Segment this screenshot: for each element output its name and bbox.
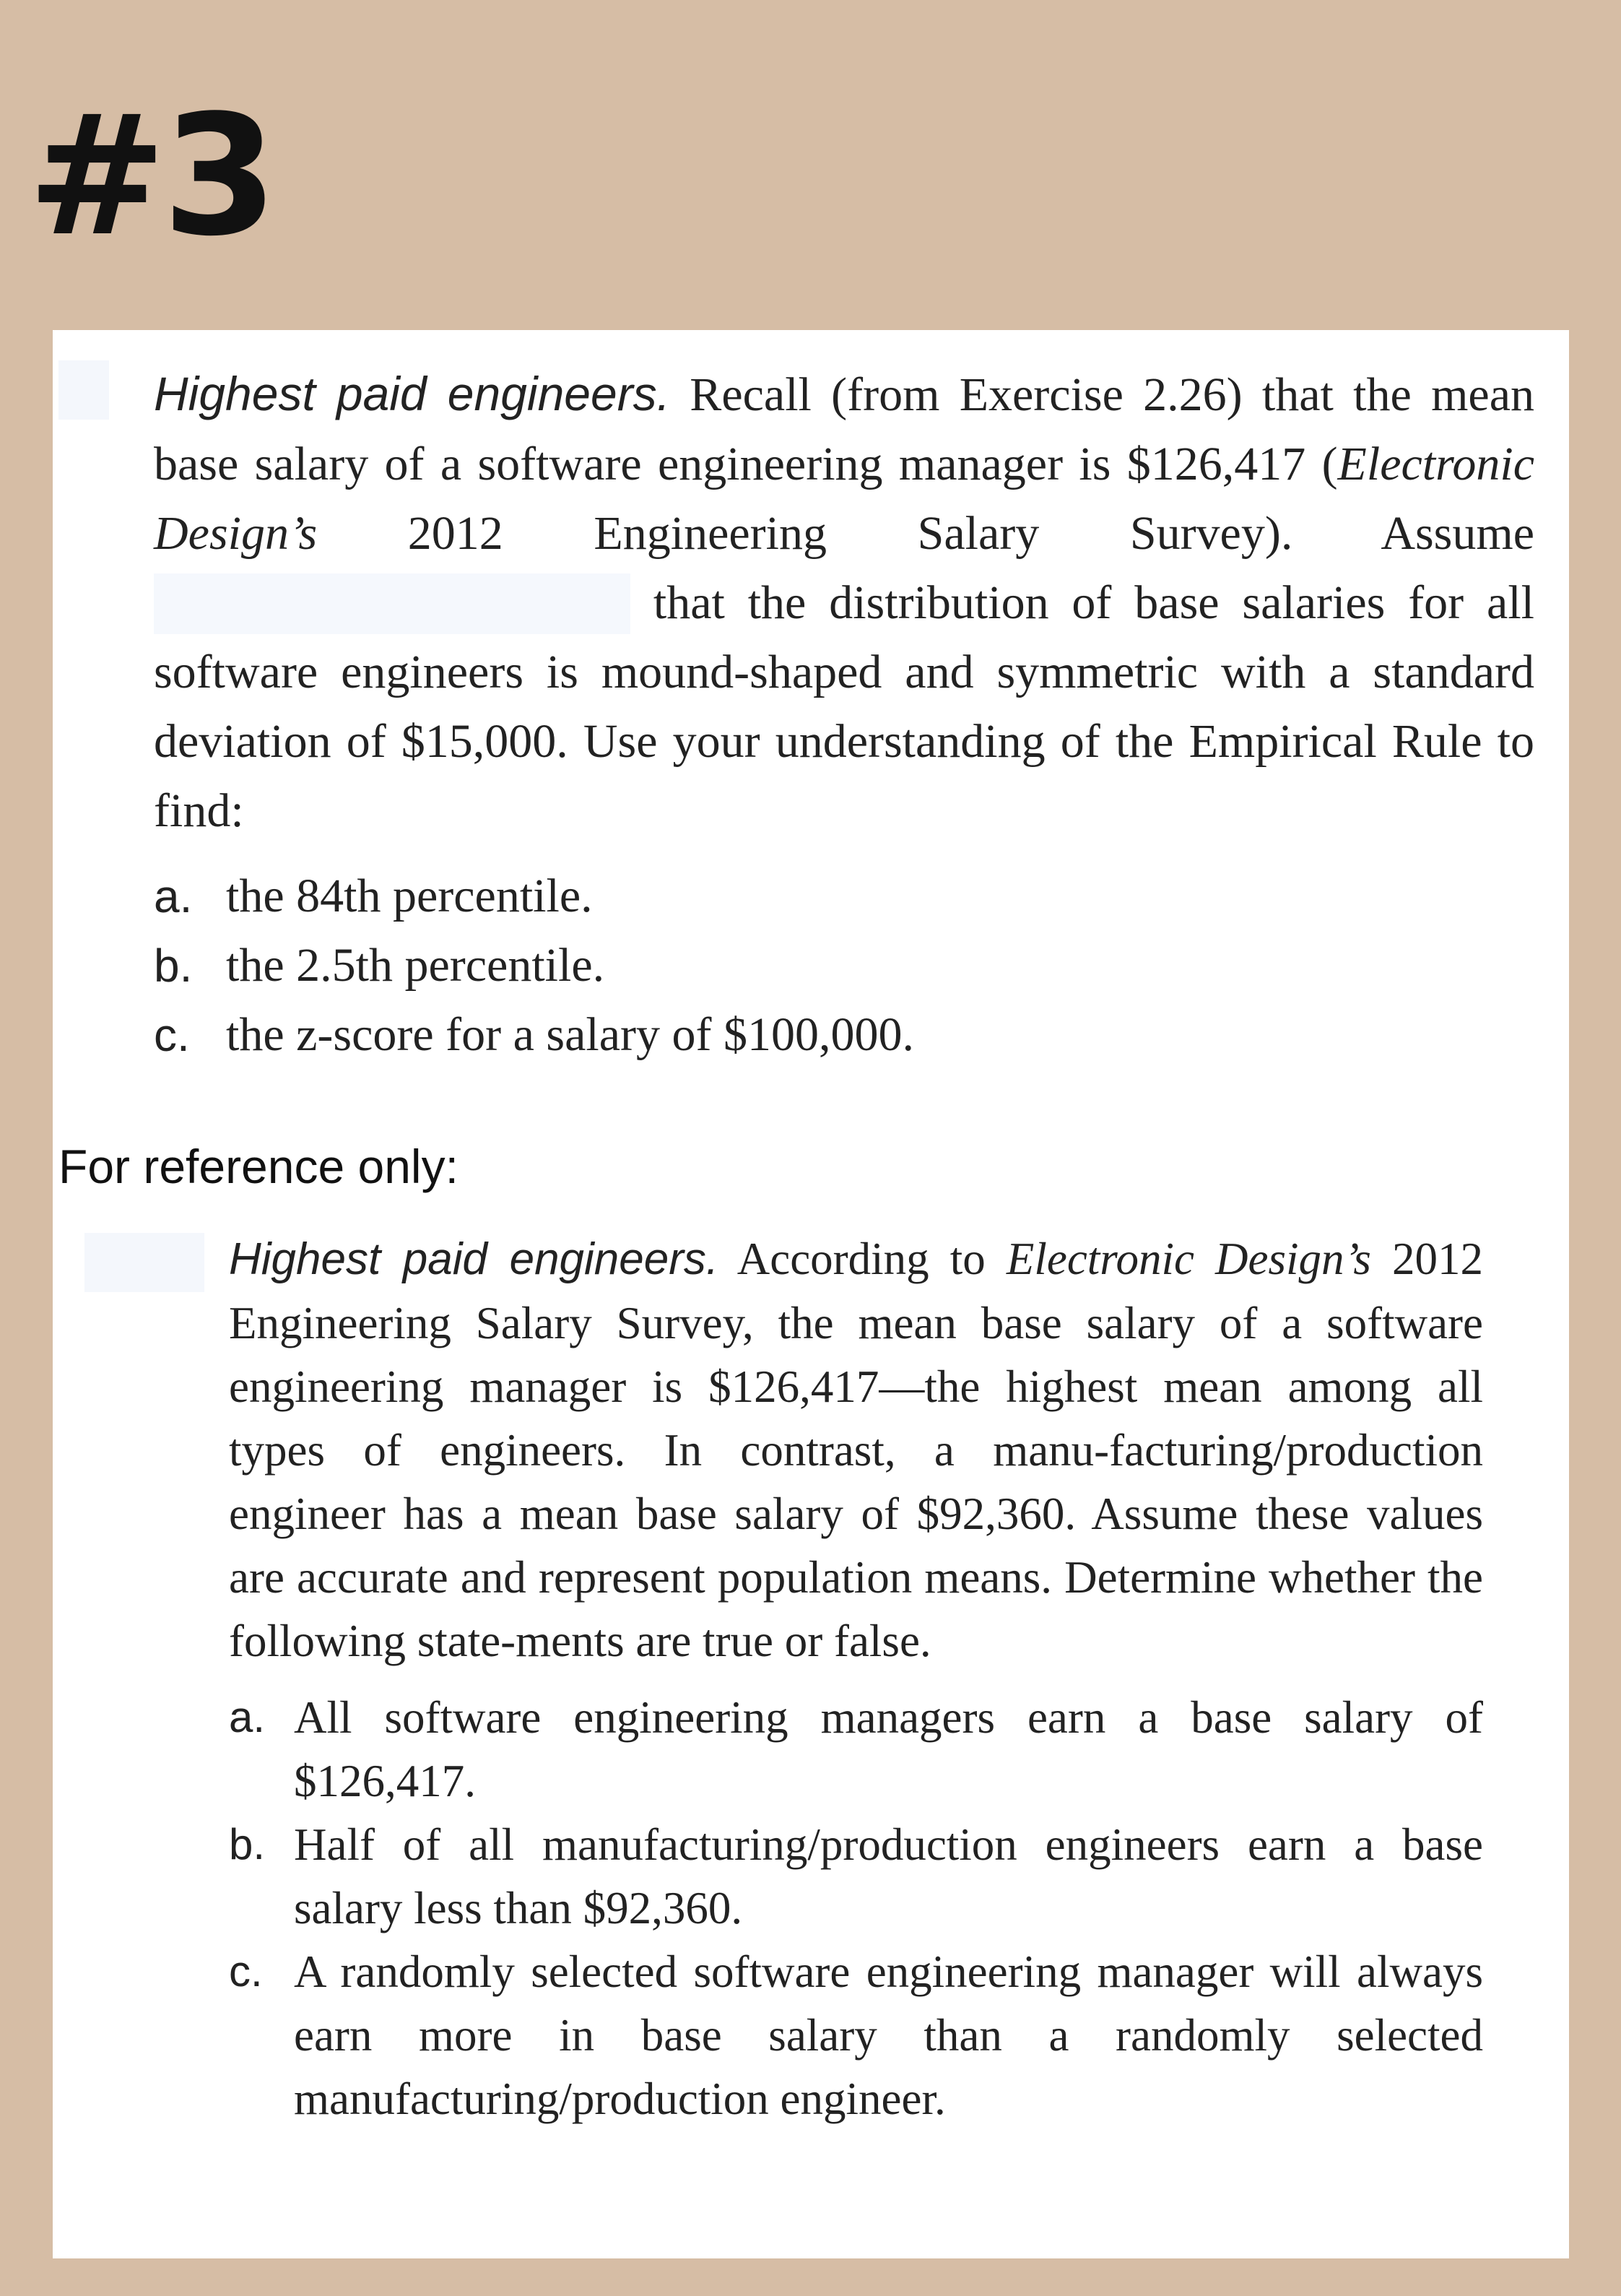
list-item <box>154 931 1534 1000</box>
list-item-letter: b. <box>154 940 193 992</box>
problem-text-2: 2012 Engineering Salary Survey). Assume <box>407 507 1534 560</box>
problem-title: Highest paid engineers. <box>154 367 671 420</box>
problem-block <box>154 359 1534 1070</box>
list-item-letter: a. <box>229 1693 266 1741</box>
list-item <box>229 1686 1483 1813</box>
problem-highlight-box <box>58 360 109 420</box>
list-item-text: the 2.5th percentile. <box>226 939 605 992</box>
list-item-text: Half of all manufacturing/production engineers earn a base salary less than $92,360. <box>294 1819 1483 1933</box>
problem-paragraph <box>154 359 1534 846</box>
list-item-text: the 84th percentile. <box>226 870 593 922</box>
page-heading: #3 <box>27 80 274 273</box>
problem-parts-list <box>154 862 1534 1070</box>
reference-block <box>229 1227 1483 2131</box>
problem-source: Electronic Design’s <box>154 438 1534 560</box>
list-item-text: A randomly selected software engineering manager will always earn more in base salary than a randomly selected manufacturing/production engineer. <box>294 1946 1483 2124</box>
list-item <box>154 1000 1534 1070</box>
text-highlight <box>154 573 630 634</box>
list-item <box>154 862 1534 931</box>
reference-parts-list <box>229 1686 1483 2131</box>
problem-text-1: Recall (from Exercise 2.26) that the mean base salary of a software engineering manager is $126,417 ( <box>154 368 1535 490</box>
reference-highlight-box <box>84 1233 204 1292</box>
reference-title: Highest paid engineers. <box>229 1234 719 1284</box>
reference-paragraph <box>229 1227 1483 1673</box>
reference-source: Electronic Design’s <box>1006 1234 1371 1284</box>
list-item-letter: b. <box>229 1820 266 1868</box>
list-item-letter: c. <box>229 1947 263 1996</box>
list-item <box>229 1940 1483 2131</box>
list-item-text: the z-score for a salary of $100,000. <box>226 1008 914 1061</box>
reference-label: For reference only: <box>58 1140 459 1193</box>
list-item-text: All software engineering managers earn a base salary of $126,417. <box>294 1692 1483 1806</box>
list-item-letter: c. <box>154 1009 190 1061</box>
problem-text-3: that the distribution of base salaries for all software engineers is mound-shaped and symmetric with a standard deviation of $15,000. Use your understanding of the Empirical Rule to find: <box>154 576 1534 837</box>
content-card <box>53 330 1569 2258</box>
reference-text-1: According to <box>736 1234 986 1284</box>
list-item-letter: a. <box>154 870 193 922</box>
list-item <box>229 1813 1483 1940</box>
reference-text-2: 2012 Engineering Salary Survey, the mean base salary of a software engineering manager is $126,417—the highest mean among all types of engineers. In contrast, a manu-facturing/production engineer has a mean base salary of $92,360. Assume these values are accurate and represent population means. Determine whether the following state-ments are true or false. <box>229 1234 1483 1666</box>
